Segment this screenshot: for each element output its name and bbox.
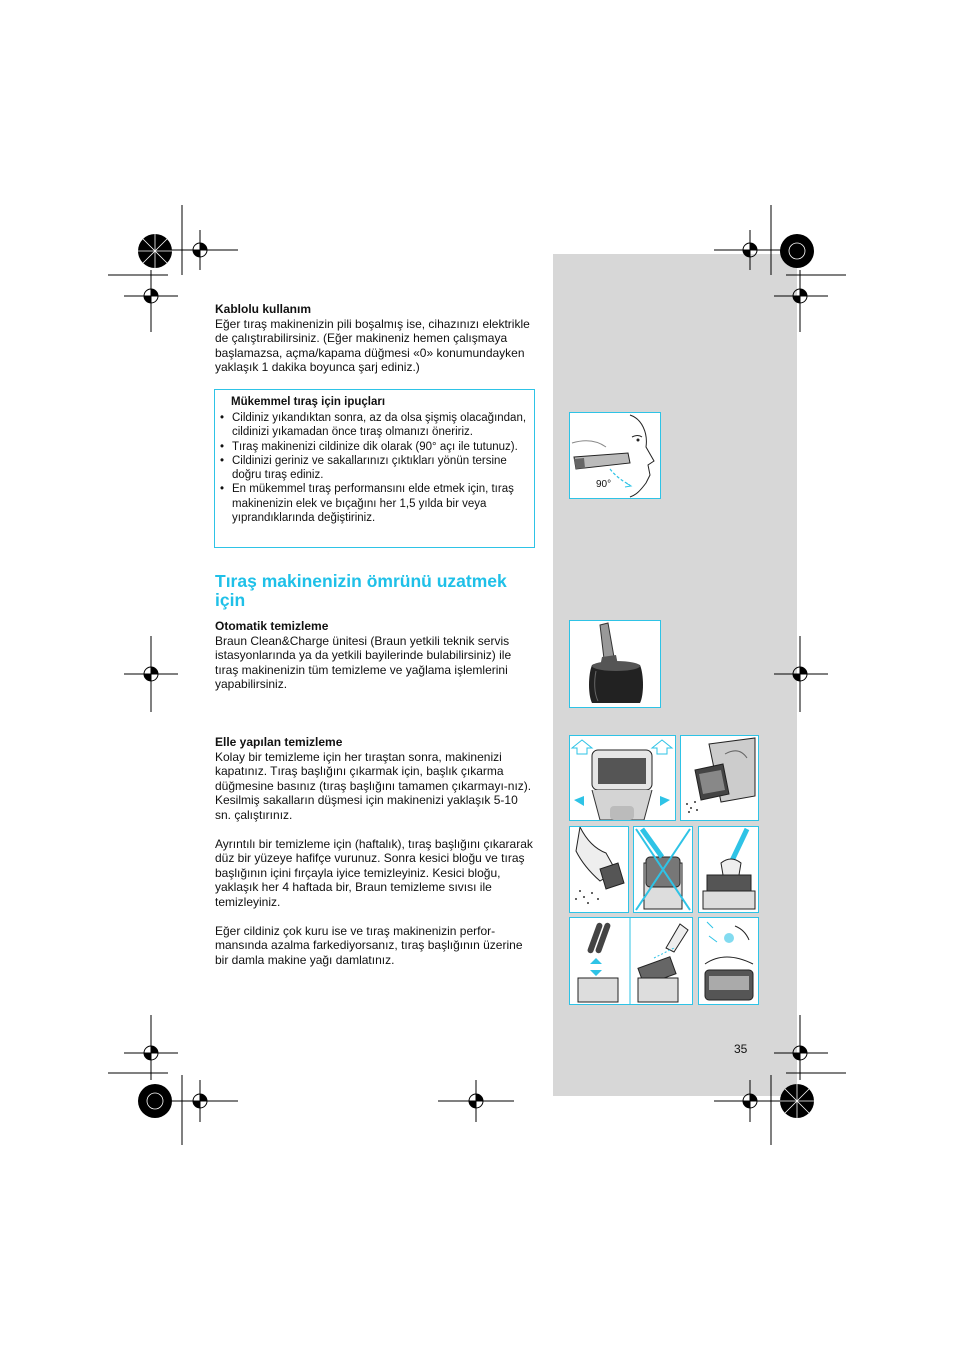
tips-box — [214, 389, 535, 548]
tip-item: • Tıraş makinenizi cildinize dik olarak (90° açı ile tutunuz). — [219, 440, 533, 454]
auto-clean-section — [215, 619, 537, 692]
cord-section — [215, 302, 537, 375]
release-head-illustration — [569, 735, 676, 821]
auto-clean-body: Braun Clean&Charge ünitesi (Braun yetkili teknik servis istasyonlarında ya da yetkili bayilerinde bulabilirsiniz) ile tıraş makinenizin tüm temizleme ve yağlama işlemlerini yapabilirsiniz. — [215, 633, 512, 692]
oil-drop-foil-drawing — [699, 918, 758, 1004]
manual-clean-heading: Elle yapılan temizleme — [215, 735, 343, 749]
section-title: Tıraş makinenizin ömrünü uzatmek için — [215, 571, 507, 610]
manual-clean-section — [215, 735, 537, 967]
do-not-brush-foil-illustration — [633, 826, 693, 913]
shaver-tapping-drawing — [681, 736, 758, 820]
tap-head-illustration — [569, 826, 629, 913]
tap-head-drawing — [570, 827, 628, 912]
brush-cutter-drawing — [699, 827, 758, 912]
manual-clean-paragraph-2: Ayrıntılı bir temizleme için (haftalık), tıraş başlığını çıkararak düz bir yüzeye hafifçe vurunuz. Sonra kesici bloğu ve tıraş başlığının içini fırçayla iyice temizleyiniz. Kesici bloğu, yaklaşık her 4 haftada bir, Braun temizleme sıvısı ile temizleyiniz. — [215, 836, 533, 909]
replace-cutter-and-oil-drawing — [570, 918, 692, 1004]
rinse-shaver-illustration — [680, 735, 759, 821]
clean-charge-illustration — [569, 620, 661, 708]
cord-heading: Kablolu kullanım — [215, 302, 312, 316]
angle-label: 90° — [596, 479, 612, 490]
tips-title: Mükemmel tıraş için ipuçları — [231, 396, 386, 408]
auto-clean-heading: Otomatik temizleme — [215, 619, 329, 633]
clean-charge-station-drawing — [570, 621, 660, 707]
shaving-angle-illustration — [569, 412, 661, 499]
manual-clean-paragraph-3: Eğer cildiniz çok kuru ise ve tıraş makinenizin perfor-mansında azalma farkediyorsanız, tıraş başlığının üzerine bir damla makine yağı damlatınız. — [215, 923, 523, 967]
shaver-head-release-drawing — [570, 736, 675, 820]
replace-cutter-illustration — [569, 917, 693, 1005]
tip-item: • En mükemmel tıraş performansını elde etmek için, tıraş makinenizin elek ve bıçağını her 1,5 yılda bir veya yıprandıklarında değiştiriniz. — [219, 482, 533, 525]
cord-body: Eğer tıraş makinenizin pili boşalmış ise, cihazınızı elektrikle de çalıştırabilirsiniz. (Eğer makineniz hemen çalışmaya başlamazsa, açma/kapama düğmesi «0» konumundayken yaklaşık 1 dakika boyunca şarj ediniz.) — [215, 316, 530, 375]
manual-clean-paragraph-1: Kolay bir temizleme için her tıraştan sonra, makinenizi kapatınız. Tıraş başlığını çıkarmak için, başlık çıkarma düğmesine basınız (tıraş başlığını tamamen çıkarmayı-nız). Kesilmiş sakalların düşmesi için makinenizi yaklaşık 5-10 sn. çalıştırınız. — [215, 749, 532, 822]
brush-cutter-illustration — [698, 826, 759, 913]
page-number: 35 — [734, 1042, 748, 1056]
tip-item: • Cildinizi geriniz ve sakallarınızı çıktıkları yönün tersine doğru tıraş ediniz. — [219, 454, 533, 483]
tip-item: • Cildiniz yıkandıktan sonra, az da olsa şişmiş olacağından, cildinizi yıkamadan önce tıraş olmanızı öneririz. — [219, 411, 533, 440]
crossed-brush-foil-drawing — [634, 827, 692, 912]
face-shaver-drawing — [570, 413, 660, 498]
oil-foil-illustration — [698, 917, 759, 1005]
tips-list — [219, 411, 533, 525]
